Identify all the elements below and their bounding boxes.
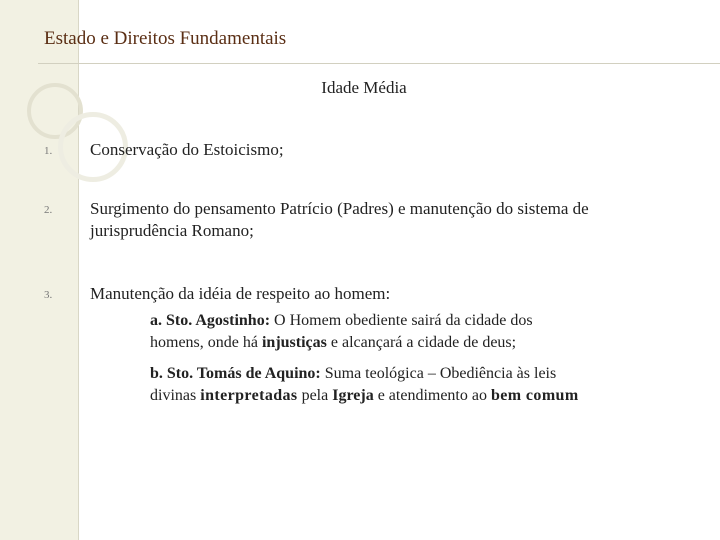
subitem-b-label: b. Sto. Tomás de Aquino: (150, 365, 321, 382)
subitem-b (150, 363, 690, 407)
slide-title: Estado e Direitos Fundamentais (44, 28, 287, 49)
subitem-a-bold-1: injustiças (261, 334, 327, 351)
header-rule (38, 63, 720, 64)
list-item-2-line-2: jurisprudência Romano; (90, 221, 254, 240)
subitem-b-bold-2: Igreja (332, 387, 374, 404)
subitem-b-text-3: pela (297, 387, 333, 404)
slide-subtitle: Idade Média (321, 78, 407, 97)
list-item-1-text: Conservação do Estoicismo; (90, 140, 284, 159)
subitem-b-text-1: Suma teológica – Obediência às leis (320, 365, 557, 382)
subitem-b-text-2: divinas (150, 387, 201, 404)
subitem-a-text-1: O Homem obediente sairá da cidade dos (270, 312, 533, 329)
list-item-3-text: Manutenção da idéia de respeito ao homem: (90, 284, 391, 303)
subitem-a-text-2: homens, onde há (150, 334, 262, 351)
subitem-b-bold-1: interpretadas (200, 387, 298, 404)
subitem-a-line-2 (150, 332, 690, 354)
subitem-a (150, 310, 690, 354)
list-item-2-text (90, 198, 700, 242)
list-number-2: 2. (44, 204, 53, 216)
subitem-b-text-4: e atendimento ao (373, 387, 491, 404)
list-number-1: 1. (44, 145, 53, 157)
subitem-b-line-2 (150, 385, 690, 407)
subitem-a-label: a. Sto. Agostinho: (150, 312, 271, 329)
subitem-a-line-1 (150, 310, 690, 332)
subitem-b-bold-3: bem comum (490, 387, 579, 404)
subitem-a-text-3: e alcançará a cidade de deus; (326, 334, 517, 351)
subitem-b-line-1 (150, 363, 690, 385)
list-item-2-line-1: Surgimento do pensamento Patrício (Padres) e manutenção do sistema de (90, 199, 589, 218)
list-number-3: 3. (44, 289, 53, 301)
